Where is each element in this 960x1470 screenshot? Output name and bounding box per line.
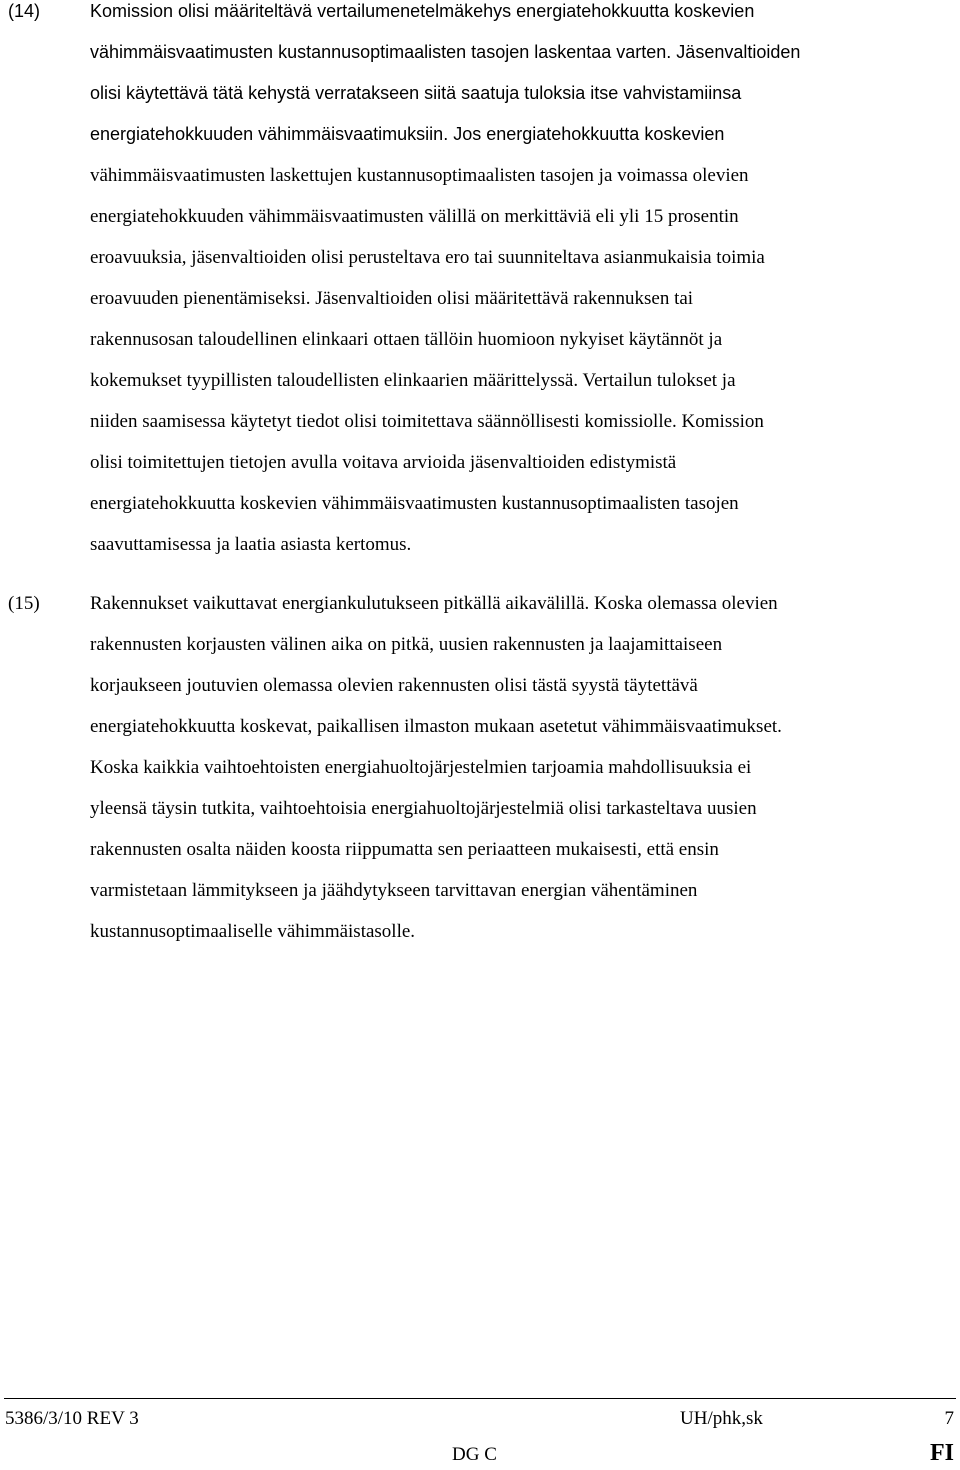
text-line: olisi käytettävä tätä kehystä verratakseen siitä saatuja tuloksia itse vahvistamiinsa bbox=[90, 83, 742, 103]
text-line: olisi toimitettujen tietojen avulla voitava arvioida jäsenvaltioiden edistymistä bbox=[90, 452, 677, 473]
recital-number: (14) bbox=[8, 1, 41, 21]
text-line: saavuttamisessa ja laatia asiasta kertomus. bbox=[90, 534, 412, 555]
text-line: energiatehokkuuden vähimmäisvaatimusten välillä on merkittäviä eli yli 15 prosentin bbox=[90, 206, 739, 227]
author-initials: UH/phk,sk bbox=[680, 1408, 763, 1429]
directorate-general: DG C bbox=[452, 1444, 497, 1465]
text-line: Rakennukset vaikuttavat energiankulutukseen pitkällä aikavälillä. Koska olemassa olevien bbox=[90, 593, 778, 614]
text-line: energiatehokkuutta koskevien vähimmäisvaatimusten kustannusoptimaalisten tasojen bbox=[90, 493, 739, 514]
page-number: 7 bbox=[944, 1408, 954, 1429]
text-line: niiden saamisessa käytetyt tiedot olisi toimitettava säännöllisesti komissiolle. Komission bbox=[90, 411, 764, 432]
document-reference: 5386/3/10 REV 3 bbox=[5, 1408, 139, 1429]
text-line: rakennusten korjausten välinen aika on pitkä, uusien rakennusten ja laajamittaiseen bbox=[90, 634, 723, 655]
recital-text bbox=[90, 583, 956, 952]
text-line: yleensä täysin tutkita, vaihtoehtoisia energiahuoltojärjestelmiä olisi tarkasteltava uusien bbox=[90, 798, 757, 819]
text-line: eroavuuden pienentämiseksi. Jäsenvaltioiden olisi määritettävä rakennuksen tai bbox=[90, 288, 694, 309]
text-line: vähimmäisvaatimusten kustannusoptimaalisten tasojen laskentaa varten. Jäsenvaltioiden bbox=[90, 42, 801, 62]
text-line: energiatehokkuuden vähimmäisvaatimuksiin. Jos energiatehokkuutta koskevien bbox=[90, 124, 725, 144]
text-line: korjaukseen joutuvien olemassa olevien rakennusten olisi tästä syystä täytettävä bbox=[90, 675, 698, 696]
text-line: vähimmäisvaatimusten laskettujen kustannusoptimaalisten tasojen ja voimassa olevien bbox=[90, 165, 749, 186]
text-line: kokemukset tyypillisten taloudellisten elinkaarien määrittelyssä. Vertailun tulokset ja bbox=[90, 370, 736, 391]
text-line: Koska kaikkia vaihtoehtoisten energiahuoltojärjestelmien tarjoamia mahdollisuuksia ei bbox=[90, 757, 752, 778]
text-line: rakennusosan taloudellinen elinkaari ottaen tällöin huomioon nykyiset käytännöt ja bbox=[90, 329, 723, 350]
text-line: rakennusten osalta näiden koosta riippumatta sen periaatteen mukaisesti, että ensin bbox=[90, 839, 719, 860]
text-line: Komission olisi määriteltävä vertailumenetelmäkehys energiatehokkuutta koskevien bbox=[90, 1, 755, 21]
language-code: FI bbox=[930, 1440, 954, 1466]
text-line: energiatehokkuutta koskevat, paikallisen ilmaston mukaan asetetut vähimmäisvaatimukset. bbox=[90, 716, 782, 737]
text-line: varmistetaan lämmitykseen ja jäähdytykseen tarvittavan energian vähentäminen bbox=[90, 880, 698, 901]
text-line: kustannusoptimaaliselle vähimmäistasolle. bbox=[90, 921, 416, 942]
footer-divider bbox=[4, 1398, 956, 1399]
text-line: eroavuuksia, jäsenvaltioiden olisi perusteltava ero tai suunniteltava asianmukaisia toimia bbox=[90, 247, 765, 268]
recital-number: (15) bbox=[8, 593, 40, 614]
recital-text bbox=[90, 0, 956, 565]
